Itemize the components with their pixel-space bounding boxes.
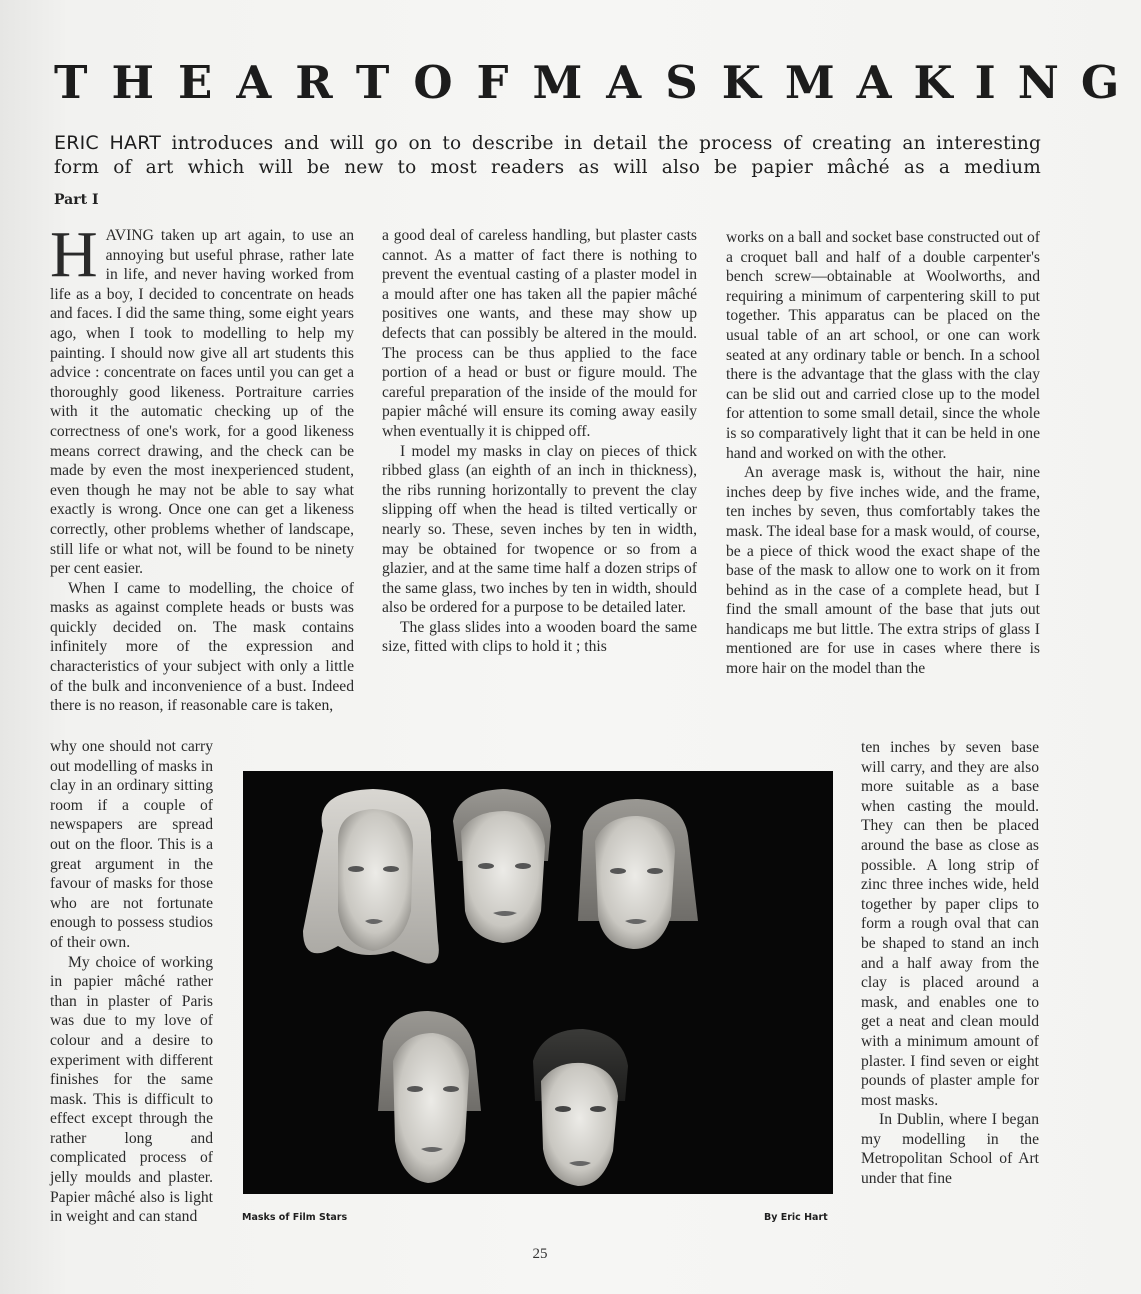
paragraph: The glass slides into a wooden board the same size, fitted with clips to hold it ; this — [382, 618, 697, 656]
photo-caption: Masks of Film Stars — [242, 1212, 348, 1223]
column-1 — [50, 218, 354, 716]
author-name: ERIC HART — [54, 132, 162, 154]
column-3 — [726, 228, 1040, 679]
mask-3 — [578, 799, 698, 949]
title-word: ART — [236, 56, 414, 109]
standfirst — [54, 131, 1041, 180]
mask-2 — [453, 789, 551, 943]
paragraph: My choice of working in papier mâché rather than in plaster of Paris was due to my love of colour and a desire to experiment with different finishes for the same mask. This is difficult to effect except through the rather long and complicated process of jelly moulds and plaster. Papier mâché also is light in weight and can stand — [50, 953, 213, 1226]
masks-photo — [243, 771, 833, 1194]
paragraph: why one should not carry out modelling of masks in clay in an ordinary sitting room if a couple of newspapers are spread out on the floor. This is a great argument in the favour of masks for those who are not fortunate enough to possess studios of their own. — [50, 738, 213, 951]
mask-5 — [533, 1029, 628, 1186]
page-number: 25 — [532, 1246, 548, 1262]
paragraph — [50, 218, 354, 579]
title-word: MASK — [532, 56, 785, 109]
paragraph: works on a ball and socket base constructed out of a croquet ball and half of a double carpenter's bench screw—obtainable at Woolworths, and requiring a minimum of carpentering skill to put together. This apparatus can be placed on the usual table of an art school, or one can work seated at any ordinary table or bench. In a school there is the advantage that the glass with the clay can be slid out and carried close up to the model for attention to some small detail, since the whole is so comparatively light that it can be held in one hand and worked on with the other. — [726, 229, 1040, 462]
paragraph: An average mask is, without the hair, nine inches deep by five inches wide, and the frame, ten inches by seven, thus comfortably takes the mask. The ideal base for a mask would, of course, be a piece of thick wood the exact shape of the base of the mask to allow one to work on it from behind as in the case of a complete head, but I find the small amount of the base that juts out handicaps me but little. The extra strips of glass I mentioned are for use in cases where there is more hair on the model than the — [726, 464, 1040, 678]
paragraph: When I came to modelling, the choice of masks as against complete heads or busts was quickly decided on. The mask contains infinitely more of the expression and characteristics of your subject with only a little of the bulk and inconvenience of a bust. Indeed there is no reason, if reasonable care is taken, — [50, 579, 354, 715]
paragraph: In Dublin, where I began my modelling in the Metropolitan School of Art under that fine — [861, 1111, 1039, 1188]
paragraph-text: AVING taken up art again, to use an annoying but useful phrase, rather late in life, and never having worked from life as a boy, I decided to concentrate on heads and faces. I did the same thing, some eight years ago, when I took to modelling to help my painting. I should now give all art students this advice : concentrate on faces until you can get a thoroughly good likeness. Portraiture carries with it the automatic checking up of the correctness of one's work, for a good likeness means correct drawing, and the check can be made by even the most inexperienced student, even though he may not be able to say what exactly is wrong. Once one can get a likeness correctly, other problems whether of landscape, still life or what not, will be found to be ninety per cent easier. — [50, 227, 354, 578]
paragraph: I model my masks in clay on pieces of thick ribbed glass (an eighth of an inch in thickness), the ribs running horizontally to prevent the clay slipping off when the head is tilted vertically or nearly so. These, seven inches by ten in width, may be obtained for twopence or so from a glazier, and at the same time half a dozen strips of the same glass, two inches by ten in width, should also be ordered for a purpose to be detailed later. — [382, 442, 697, 617]
article-title — [54, 56, 1141, 109]
standfirst-text: introduces and will go on to describe in detail the process of creating an interesting form of art which will be new to most readers as will also be papier mâché as a medium — [54, 133, 1041, 178]
paragraph: a good deal of careless handling, but plaster casts cannot. As a matter of fact there is nothing to prevent the eventual casting of a plaster model in a mould after one has taken all the papier mâché positives one wants, and these may show up defects that can possibly be altered in the mould. The process can be thus applied to the face portion of a head or bust or figure mould. The careful preparation of the inside of the mould for papier mâché will ensure its coming away easily when eventually it is chipped off. — [382, 227, 697, 440]
mask-4 — [378, 1011, 481, 1183]
title-word: THE — [54, 56, 237, 109]
masks-illustration — [243, 771, 833, 1194]
mask-1 — [303, 789, 439, 964]
column-2 — [382, 226, 697, 657]
column-3-continued — [861, 738, 1039, 1189]
photo-credit: By Eric Hart — [764, 1212, 828, 1223]
drop-cap: H — [50, 218, 98, 291]
paragraph: ten inches by seven base will carry, and they are also more suitable as a base when casting the mould. They can then be placed around the base as close as possible. A long strip of zinc three inches wide, held together by paper clips to form a rough oval that can be shaped to stand an inch and a half away from the clay is placed around a mask, and enables one to get a neat and clean mould with a minimum amount of plaster. I find seven or eight pounds of plaster ample for most masks. — [861, 739, 1039, 1109]
column-1-continued — [50, 737, 213, 1227]
title-word: MAKING — [784, 56, 1141, 109]
title-word: OF — [413, 56, 533, 109]
part-label: Part I — [54, 192, 99, 208]
